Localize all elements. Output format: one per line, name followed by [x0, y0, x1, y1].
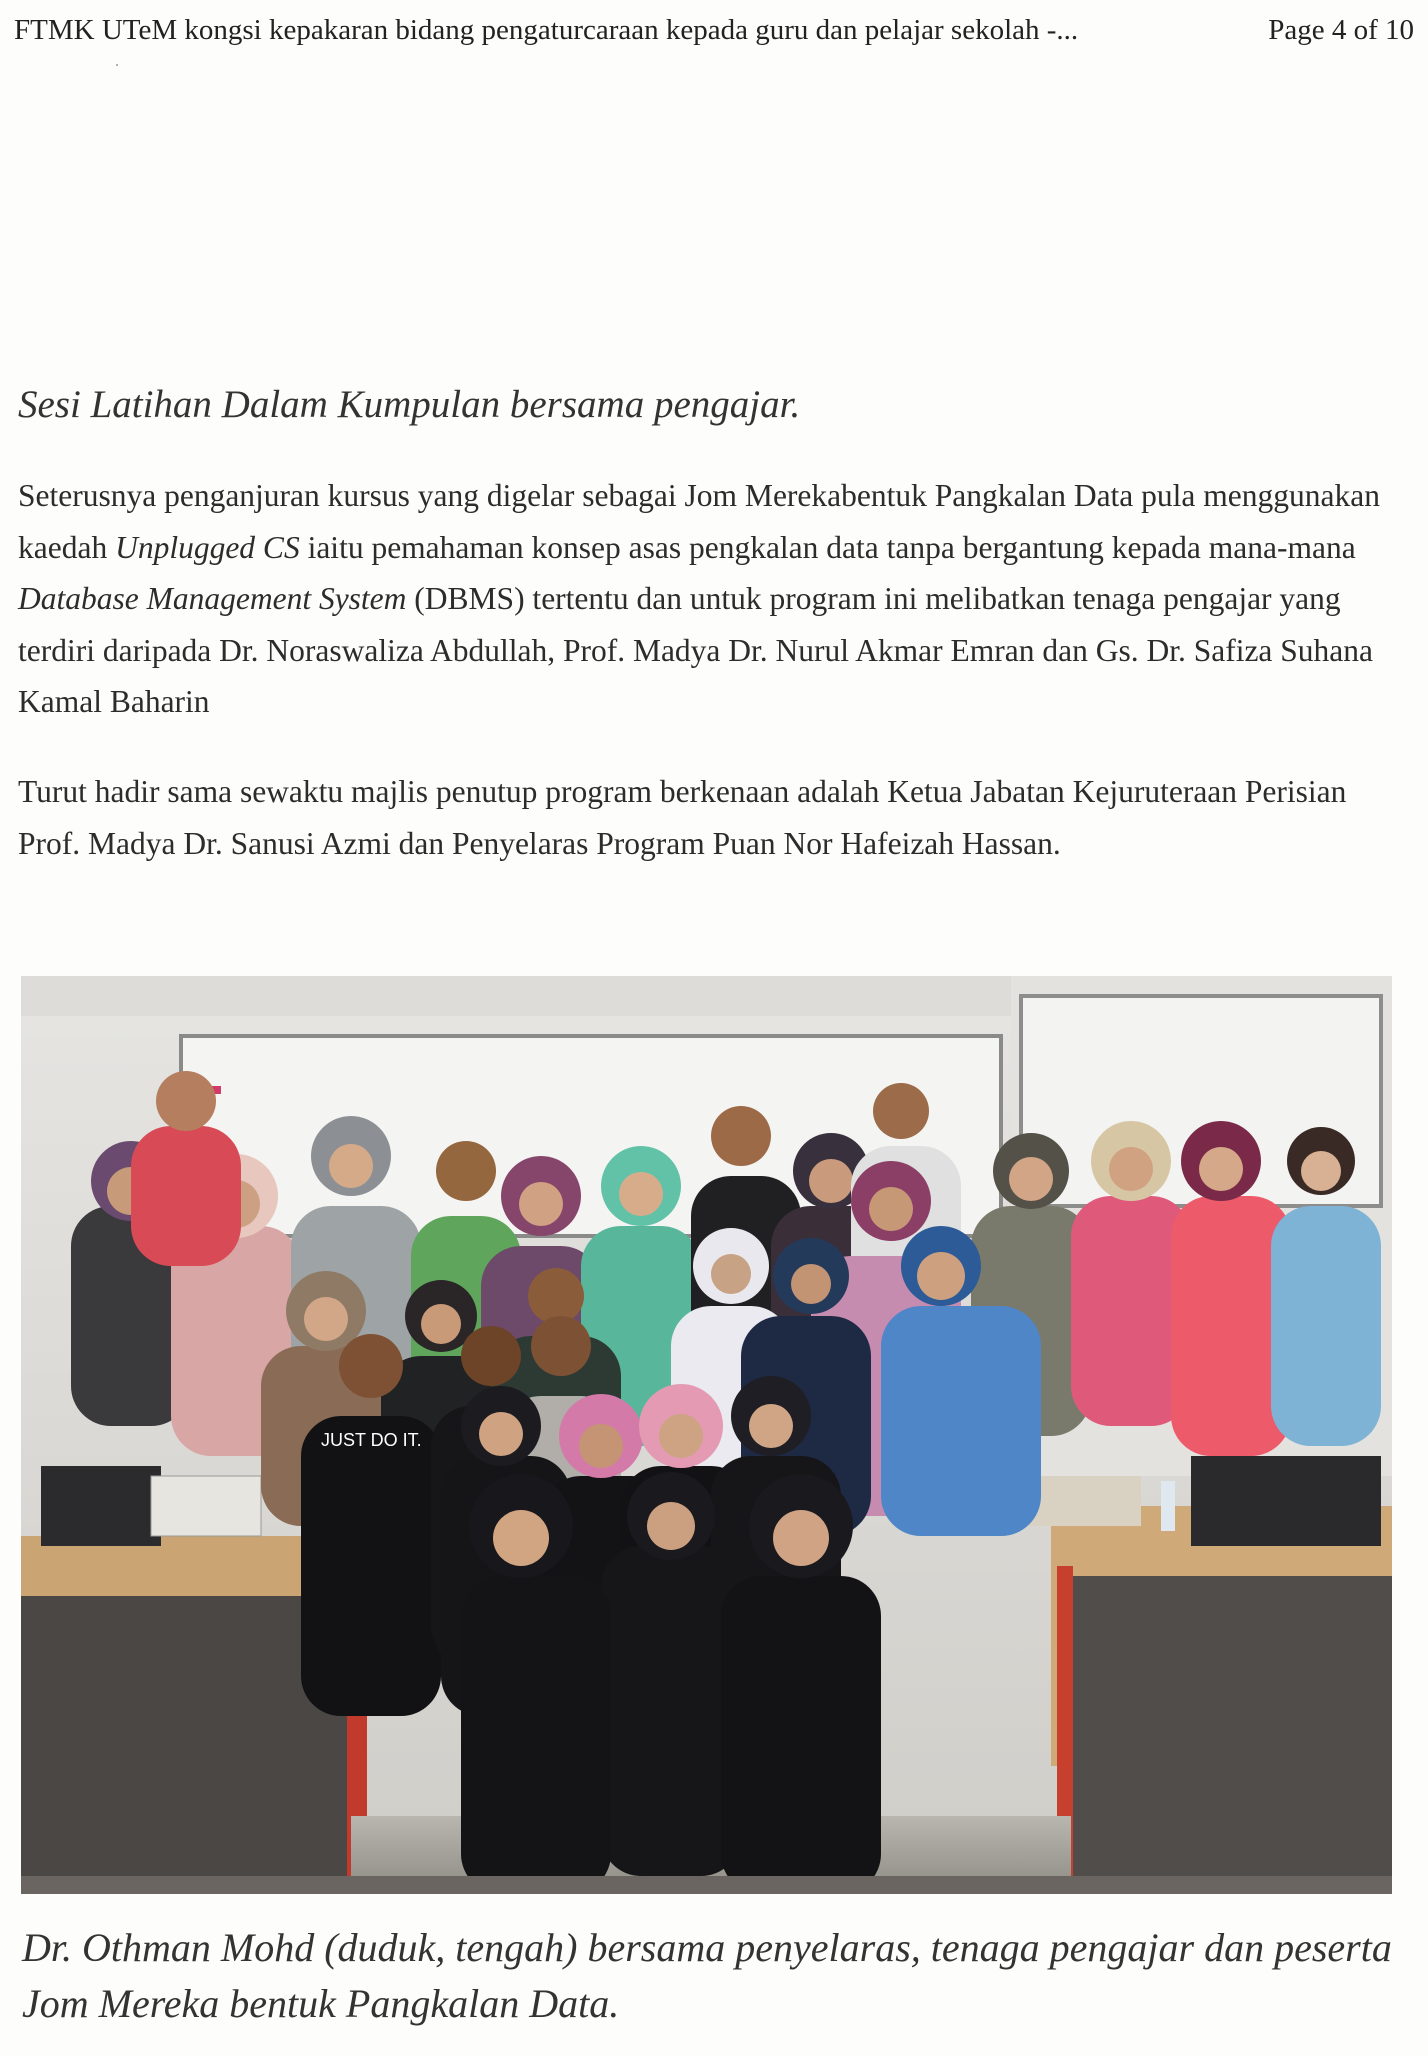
page-header	[14, 8, 1414, 52]
shirt-print: JUST DO IT.	[321, 1430, 422, 1450]
desk-right-side	[1061, 1576, 1392, 1894]
monitor-right	[1191, 1456, 1381, 1546]
scan-speck	[116, 64, 118, 66]
paragraph-closing: Turut hadir sama sewaktu majlis penutup program berkenaan adalah Ketua Jabatan Kejuruteraan Perisian Prof. Madya Dr. Sanusi Azmi dan Penyelaras Program Puan Nor Hafeizah Hassan.	[18, 774, 1347, 861]
p1-text-a: Seterusnya penganjuran kursus yang digelar sebagai Jom Merekabentuk Pangkalan Data pula menggunakan kaedah	[18, 478, 1380, 565]
header-title: FTMK UTeM kongsi kepakaran bidang pengaturcaraan kepada guru dan pelajar sekolah -...	[14, 14, 1079, 46]
paragraph-course	[18, 470, 1413, 728]
group-photo	[21, 976, 1392, 1894]
monitor-left	[41, 1466, 161, 1546]
water-bottle	[1161, 1481, 1175, 1531]
power-socket	[151, 1476, 261, 1536]
p1-text-c: (DBMS) tertentu dan untuk program ini melibatkan tenaga pengajar yang terdiri daripada Dr. Noraswaliza Abdullah, Prof. Madya Dr. Nurul Akmar Emran dan Gs. Dr. Safiza Suhana Kamal Baharin	[18, 581, 1374, 719]
p1-emphasis-unplugged: Unplugged CS	[115, 529, 300, 565]
p1-emphasis-dbms: Database Management System	[18, 581, 407, 616]
page-number: Page 4 of 10	[1268, 14, 1414, 46]
p1-text-b: iaitu pemahaman konsep asas pengkalan data tanpa bergantung kepada mana-mana	[299, 529, 1356, 565]
group-photo-illustration	[21, 976, 1392, 1894]
image-subtitle: Sesi Latihan Dalam Kumpulan bersama pengajar.	[18, 383, 801, 426]
photo-caption: Dr. Othman Mohd (duduk, tengah) bersama penyelaras, tenaga pengajar dan peserta Jom Mereka bentuk Pangkalan Data.	[22, 1925, 1392, 2026]
photo-bottom-edge	[21, 1876, 1392, 1894]
